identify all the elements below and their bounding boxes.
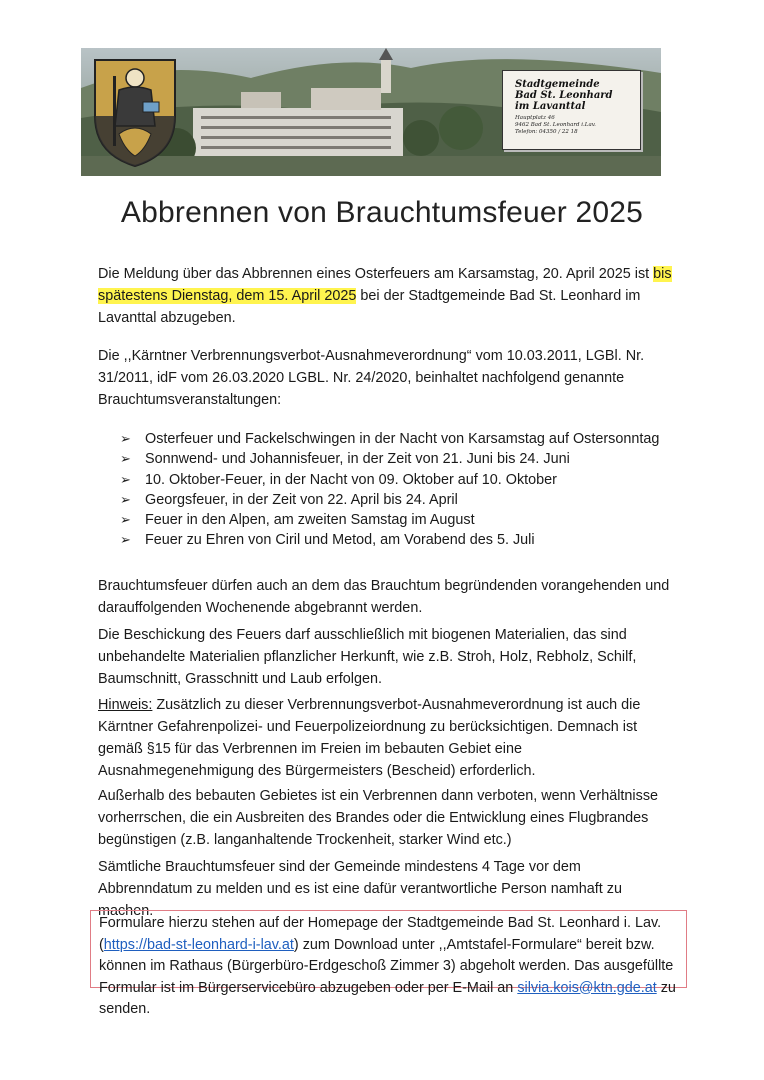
hint-paragraph bbox=[98, 694, 678, 782]
intro-paragraph bbox=[98, 263, 678, 329]
stamp-address-2: 9462 Bad St. Leonhard i.Lav. bbox=[515, 122, 596, 128]
materials-paragraph: Die Beschickung des Feuers darf ausschließlich mit biogenen Materialien, das sind unbehandelte Materialien pflanzlicher Herkunft, wie z.B. Stroh, Holz, Rebholz, Schilf, Baumschnitt, Grasschnitt und Laub erfolgen. bbox=[98, 627, 637, 687]
coat-of-arms-icon bbox=[89, 56, 181, 168]
list-item-text: 10. Oktober-Feuer, in der Nacht von 09. Oktober auf 10. Oktober bbox=[145, 471, 557, 488]
stamp-line-1: Stadtgemeinde bbox=[515, 79, 600, 90]
events-list bbox=[120, 429, 659, 551]
deadline-highlight: bis spätestens Dienstag, dem 15. April 2025 bbox=[98, 266, 672, 304]
list-item bbox=[120, 510, 659, 530]
intro-text-before: Die Meldung über das Abbrennen eines Osterfeuers am Karsamstag, 20. April 2025 ist bbox=[98, 266, 650, 282]
stamp-line-2: Bad St. Leonhard bbox=[515, 90, 613, 101]
weekend-paragraph: Brauchtumsfeuer dürfen auch an dem das Brauchtum begründenden vorangehenden und darauffolgenden Wochenende abgebrannt werden. bbox=[98, 578, 670, 616]
homepage-link[interactable]: https://bad-st-leonhard-i-lav.at bbox=[103, 936, 294, 953]
arrow-bullet-icon: ➢ bbox=[120, 451, 131, 467]
list-item-text: Georgsfeuer, in der Zeit von 22. April bis 24. April bbox=[145, 491, 458, 508]
report-paragraph: Sämtliche Brauchtumsfeuer sind der Gemeinde mindestens 4 Tage vor dem Abbrenndatum zu melden und es ist eine dafür verantwortliche Person namhaft zu machen. bbox=[98, 859, 622, 919]
list-item-text: Osterfeuer und Fackelschwingen in der Nacht von Karsamstag auf Ostersonntag bbox=[145, 431, 660, 447]
header-banner bbox=[81, 48, 661, 176]
email-link[interactable]: silvia.kois@ktn.gde.at bbox=[517, 979, 657, 996]
list-item-text: Sonnwend- und Johannisfeuer, in der Zeit von 21. Juni bis 24. Juni bbox=[145, 451, 570, 468]
arrow-bullet-icon: ➢ bbox=[120, 471, 131, 487]
arrow-bullet-icon: ➢ bbox=[120, 532, 131, 548]
list-item bbox=[120, 490, 659, 510]
stamp-phone: Telefon: 04350 / 22 18 bbox=[515, 129, 578, 135]
list-item-text: Feuer zu Ehren von Ciril und Metod, am Vorabend des 5. Juli bbox=[145, 532, 535, 549]
regulation-paragraph: Die ,,Kärntner Verbrennungsverbot-Ausnahmeverordnung“ vom 10.03.2011, LGBl. Nr. 31/2011, idF vom 26.03.2020 LGBL. Nr. 24/2020, beinhaltet nachfolgend genannte Brauchtumsveranstaltungen: bbox=[98, 348, 645, 408]
hint-text: Zusätzlich zu dieser Verbrennungsverbot-Ausnahmeverordnung ist auch die Kärntner Gefahrenpolizei- und Feuerpolizeiordnung zu berücksichtigen. Demnach ist gemäß §15 für das Verbrennen im Freien im bebauten Gebiet eine Ausnahmegenehmigung des Bürgermeisters (Bescheid) erforderlich. bbox=[98, 697, 641, 779]
intro-text-after: bei der Stadtgemeinde Bad St. Leonhard im Lavanttal abzugeben. bbox=[98, 288, 641, 326]
arrow-bullet-icon: ➢ bbox=[120, 491, 131, 507]
forms-text-1: Formulare hierzu stehen auf der Homepage der Stadtgemeinde Bad St. Leonhard i. Lav. ( bbox=[99, 915, 662, 953]
list-item bbox=[120, 449, 659, 469]
forms-text-2: ) zum Download unter ,,Amtstafel-Formulare“ bereit bzw. können im Rathaus (Bürgerbüro-Erdgeschoß Zimmer 3) abgeholt werden. Das ausgefüllte Formular ist im Bürgerservicebüro abzugeben oder per E-Mail an bbox=[99, 936, 674, 996]
municipality-stamp bbox=[502, 70, 641, 150]
list-item-text: Feuer in den Alpen, am zweiten Samstag im August bbox=[145, 512, 475, 529]
forms-text-3: zu senden. bbox=[99, 979, 676, 1017]
outside-area-paragraph: Außerhalb des bebauten Gebietes ist ein Verbrennen dann verboten, wenn Verhältnisse vorherrschen, die ein Ausbreiten des Brandes oder die Entwicklung eines Flugbrandes begünstigen (z.B. langanhaltende Trockenheit, starker Wind etc.) bbox=[98, 788, 659, 848]
page-title: Abbrennen von Brauchtumsfeuer 2025 bbox=[120, 196, 644, 229]
hint-label: Hinweis: bbox=[98, 697, 153, 713]
arrow-bullet-icon: ➢ bbox=[120, 512, 131, 528]
arrow-bullet-icon: ➢ bbox=[120, 431, 131, 446]
stamp-line-3: im Lavanttal bbox=[515, 101, 586, 112]
forms-info-box bbox=[90, 910, 687, 1017]
list-item bbox=[120, 530, 659, 550]
list-item bbox=[120, 470, 659, 490]
stamp-address-1: Hauptplatz 46 bbox=[515, 115, 555, 121]
list-item bbox=[120, 429, 659, 449]
